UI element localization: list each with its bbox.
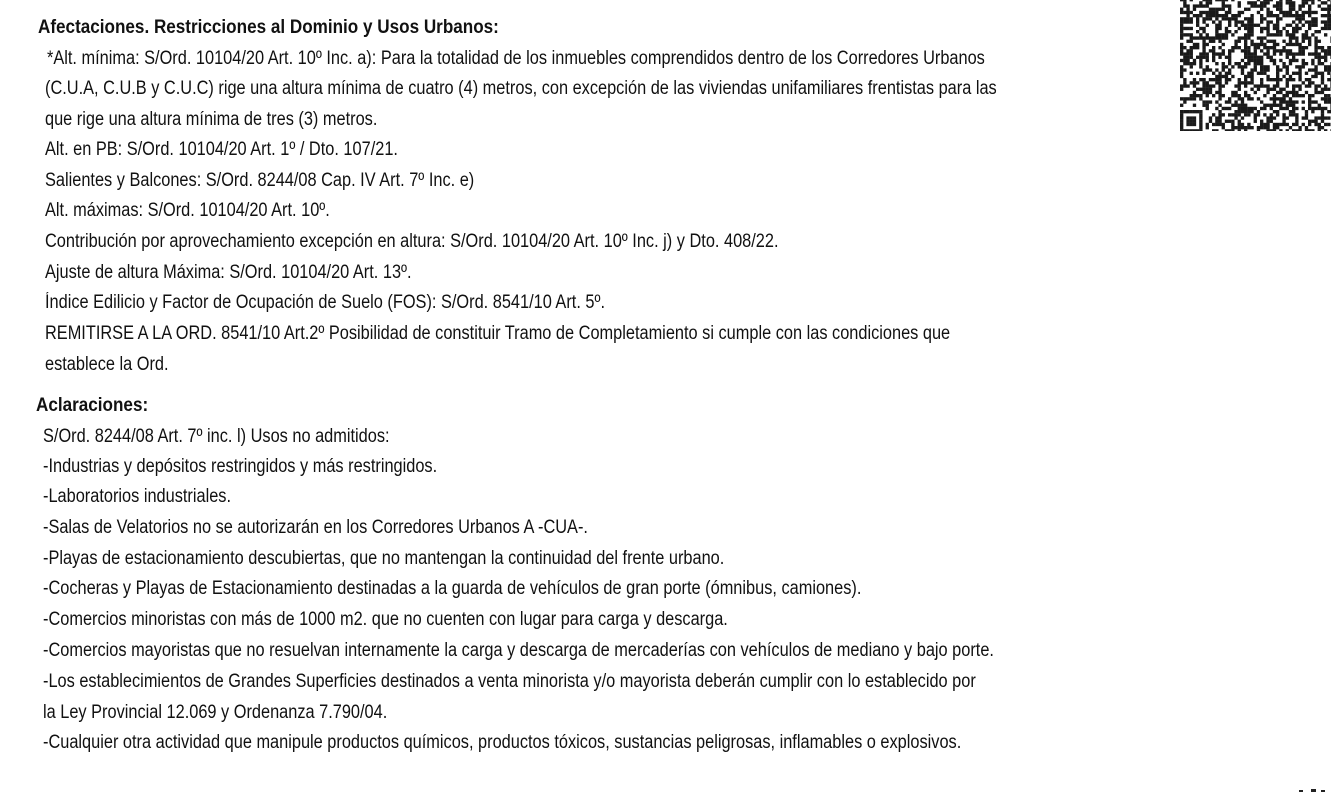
afectaciones-line: que rige una altura mínima de tres (3) metros. — [45, 109, 378, 130]
afectaciones-line: Contribución por aprovechamiento excepción en altura: S/Ord. 10104/20 Art. 10º Inc. j) y Dto. 408/22. — [45, 231, 779, 252]
afectaciones-line: (C.U.A, C.U.B y C.U.C) rige una altura mínima de cuatro (4) metros, con excepción de las viviendas unifamiliares frentistas para las — [45, 78, 997, 99]
afectaciones-line: establece la Ord. — [45, 354, 169, 375]
page-mark-icon — [1299, 788, 1325, 792]
afectaciones-line: *Alt. mínima: S/Ord. 10104/20 Art. 10º Inc. a): Para la totalidad de los inmuebles comprendidos dentro de los Corredores Urbanos — [47, 48, 985, 69]
afectaciones-line: Índice Edilicio y Factor de Ocupación de Suelo (FOS): S/Ord. 8541/10 Art. 5º. — [45, 292, 605, 313]
afectaciones-heading: Afectaciones. Restricciones al Dominio y Usos Urbanos: — [38, 17, 499, 38]
aclaraciones-line: -Salas de Velatorios no se autorizarán en los Corredores Urbanos A -CUA-. — [43, 517, 588, 538]
afectaciones-line: Salientes y Balcones: S/Ord. 8244/08 Cap. IV Art. 7º Inc. e) — [45, 170, 475, 191]
aclaraciones-line: -Los establecimientos de Grandes Superficies destinados a venta minorista y/o mayorista deberán cumplir con lo establecido por — [43, 671, 976, 692]
afectaciones-line: REMITIRSE A LA ORD. 8541/10 Art.2º Posibilidad de constituir Tramo de Completamiento si cumple con las condiciones que — [45, 323, 951, 344]
qr-code-icon — [1178, 0, 1331, 131]
aclaraciones-heading: Aclaraciones: — [36, 395, 149, 416]
aclaraciones-line: -Comercios minoristas con más de 1000 m2. que no cuenten con lugar para carga y descarga. — [43, 609, 728, 630]
aclaraciones-line: -Cualquier otra actividad que manipule productos químicos, productos tóxicos, sustancias peligrosas, inflamables o explosivos. — [43, 732, 962, 753]
aclaraciones-line: S/Ord. 8244/08 Art. 7º inc. l) Usos no admitidos: — [43, 426, 390, 447]
aclaraciones-line: -Laboratorios industriales. — [43, 486, 232, 507]
aclaraciones-line: -Comercios mayoristas que no resuelvan internamente la carga y descarga de mercaderías con vehículos de mediano y bajo porte. — [43, 640, 994, 661]
afectaciones-line: Alt. máximas: S/Ord. 10104/20 Art. 10º. — [45, 200, 330, 221]
aclaraciones-line: -Playas de estacionamiento descubiertas, que no mantengan la continuidad del frente urbano. — [43, 548, 725, 569]
afectaciones-line: Alt. en PB: S/Ord. 10104/20 Art. 1º / Dto. 107/21. — [45, 139, 398, 160]
afectaciones-line: Ajuste de altura Máxima: S/Ord. 10104/20 Art. 13º. — [45, 262, 412, 283]
aclaraciones-line: la Ley Provincial 12.069 y Ordenanza 7.790/04. — [43, 702, 388, 723]
aclaraciones-line: -Cocheras y Playas de Estacionamiento destinadas a la guarda de vehículos de gran porte (ómnibus, camiones). — [43, 578, 862, 599]
aclaraciones-line: -Industrias y depósitos restringidos y más restringidos. — [43, 456, 438, 477]
